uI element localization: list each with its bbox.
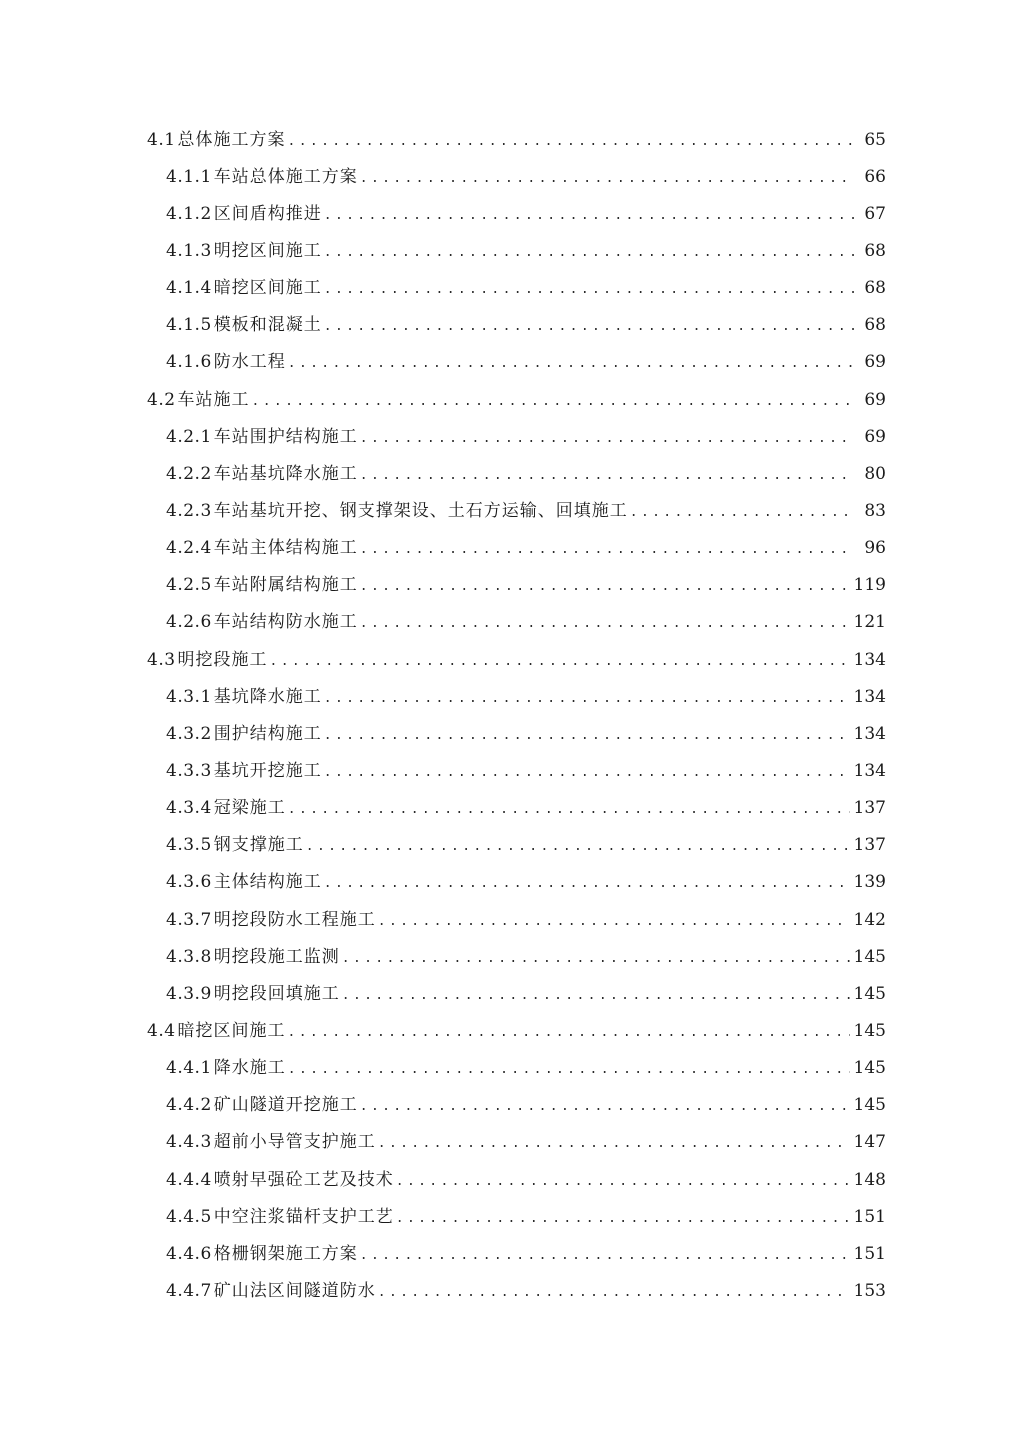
toc-title: 冠梁施工 <box>213 798 286 819</box>
toc-page-number: 137 <box>853 798 886 819</box>
toc-title: 中空注浆锚杆支护工艺 <box>213 1206 394 1227</box>
toc-entry[interactable] <box>0 641 1012 678</box>
toc-number: 4.2 <box>147 389 176 410</box>
toc-title: 矿山法区间隧道防水 <box>213 1280 376 1301</box>
toc-page-number: 134 <box>853 686 886 707</box>
toc-page-number: 145 <box>853 1020 886 1041</box>
toc-dot-leader <box>378 1134 850 1154</box>
toc-dot-leader <box>288 354 854 374</box>
toc-number: 4.3.7 <box>166 909 212 930</box>
toc-page-number: 69 <box>864 389 886 410</box>
toc-page-number: 148 <box>853 1169 886 1190</box>
toc-title: 格栅钢架施工方案 <box>213 1243 358 1264</box>
toc-number: 4.3.9 <box>166 983 212 1004</box>
toc-number: 4.1.6 <box>166 352 212 373</box>
toc-page-number: 80 <box>864 463 886 484</box>
toc-dot-leader <box>324 763 850 783</box>
toc-page-number: 134 <box>853 760 886 781</box>
toc-number: 4.3.1 <box>166 686 212 707</box>
toc-number: 4.3.5 <box>166 835 212 856</box>
toc-number: 4.2.2 <box>166 463 212 484</box>
toc-number: 4.2.5 <box>166 575 212 596</box>
toc-number: 4.3.2 <box>166 723 212 744</box>
toc-entry[interactable] <box>0 158 1012 195</box>
toc-dot-leader <box>288 132 854 152</box>
toc-dot-leader <box>324 726 850 746</box>
toc-title: 明挖段施工 <box>177 649 268 670</box>
toc-entry[interactable] <box>0 901 1012 938</box>
toc-entry[interactable] <box>0 195 1012 232</box>
toc-dot-leader <box>324 874 850 894</box>
toc-page-number: 65 <box>864 129 886 150</box>
toc-dot-leader <box>360 1097 850 1117</box>
toc-page-number: 68 <box>864 315 886 336</box>
toc-title: 车站施工 <box>177 389 250 410</box>
toc-title: 降水施工 <box>213 1058 286 1079</box>
toc-entry[interactable] <box>0 1235 1012 1272</box>
toc-number: 4.1.5 <box>166 315 212 336</box>
toc-page-number: 68 <box>864 240 886 261</box>
toc-title: 暗挖区间施工 <box>213 278 322 299</box>
toc-entry[interactable] <box>0 1087 1012 1124</box>
toc-page-number: 139 <box>853 872 886 893</box>
toc-page-number: 119 <box>853 575 886 596</box>
toc-dot-leader <box>324 280 854 300</box>
toc-dot-leader <box>360 577 850 597</box>
toc-page-number: 67 <box>864 203 886 224</box>
toc-number: 4.4.4 <box>166 1169 212 1190</box>
toc-page-number: 142 <box>853 909 886 930</box>
toc-number: 4.4.5 <box>166 1206 212 1227</box>
toc-page-number: 145 <box>853 946 886 967</box>
toc-title: 模板和混凝土 <box>213 315 322 336</box>
toc-entry[interactable] <box>0 567 1012 604</box>
toc-entry[interactable] <box>0 1012 1012 1049</box>
toc-dot-leader <box>288 1023 850 1043</box>
toc-number: 4.3.3 <box>166 760 212 781</box>
toc-page-number: 145 <box>853 1095 886 1116</box>
toc-entry[interactable] <box>0 121 1012 158</box>
toc-entry[interactable] <box>0 827 1012 864</box>
toc-entry[interactable] <box>0 975 1012 1012</box>
toc-dot-leader <box>270 652 850 672</box>
toc-page-number: 147 <box>853 1132 886 1153</box>
toc-page-number: 134 <box>853 649 886 670</box>
table-of-contents <box>0 121 1012 1310</box>
toc-dot-leader <box>360 429 854 449</box>
toc-number: 4.2.1 <box>166 426 212 447</box>
toc-number: 4.1 <box>147 129 176 150</box>
toc-page-number: 145 <box>853 983 886 1004</box>
toc-entry[interactable] <box>0 790 1012 827</box>
toc-title: 车站基坑降水施工 <box>213 463 358 484</box>
toc-number: 4.2.6 <box>166 612 212 633</box>
toc-number: 4.2.4 <box>166 538 212 559</box>
toc-number: 4.1.2 <box>166 203 212 224</box>
toc-dot-leader <box>324 689 850 709</box>
toc-title: 区间盾构推进 <box>213 203 322 224</box>
toc-title: 车站附属结构施工 <box>213 575 358 596</box>
toc-entry[interactable] <box>0 864 1012 901</box>
toc-number: 4.1.3 <box>166 240 212 261</box>
toc-dot-leader <box>324 243 854 263</box>
toc-number: 4.4.1 <box>166 1058 212 1079</box>
toc-page-number: 137 <box>853 835 886 856</box>
toc-page-number: 134 <box>853 723 886 744</box>
toc-title: 车站基坑开挖、钢支撑架设、土石方运输、回填施工 <box>213 500 628 521</box>
toc-dot-leader <box>378 1283 850 1303</box>
toc-entry[interactable] <box>0 715 1012 752</box>
toc-entry[interactable] <box>0 604 1012 641</box>
toc-dot-leader <box>630 503 854 523</box>
toc-entry[interactable] <box>0 1124 1012 1161</box>
toc-page-number: 121 <box>853 612 886 633</box>
toc-dot-leader <box>288 800 850 820</box>
toc-entry[interactable] <box>0 752 1012 789</box>
toc-title: 总体施工方案 <box>177 129 286 150</box>
toc-number: 4.1.4 <box>166 278 212 299</box>
toc-page-number: 151 <box>853 1206 886 1227</box>
toc-title: 明挖段防水工程施工 <box>213 909 376 930</box>
toc-page-number: 145 <box>853 1058 886 1079</box>
toc-number: 4.1.1 <box>166 166 212 187</box>
toc-title: 主体结构施工 <box>213 872 322 893</box>
toc-entry[interactable] <box>0 678 1012 715</box>
toc-title: 防水工程 <box>213 352 286 373</box>
toc-number: 4.3.8 <box>166 946 212 967</box>
toc-dot-leader <box>288 1060 850 1080</box>
toc-title: 明挖段回填施工 <box>213 983 340 1004</box>
toc-title: 车站围护结构施工 <box>213 426 358 447</box>
toc-dot-leader <box>342 949 850 969</box>
toc-entry[interactable] <box>0 455 1012 492</box>
toc-title: 基坑降水施工 <box>213 686 322 707</box>
toc-entry[interactable] <box>0 530 1012 567</box>
toc-entry[interactable] <box>0 1050 1012 1087</box>
toc-entry[interactable] <box>0 381 1012 418</box>
toc-dot-leader <box>396 1172 850 1192</box>
toc-title: 明挖段施工监测 <box>213 946 340 967</box>
toc-dot-leader <box>360 1246 850 1266</box>
toc-dot-leader <box>342 986 850 1006</box>
toc-title: 车站结构防水施工 <box>213 612 358 633</box>
toc-entry[interactable] <box>0 307 1012 344</box>
toc-dot-leader <box>252 392 854 412</box>
toc-title: 围护结构施工 <box>213 723 322 744</box>
toc-title: 明挖区间施工 <box>213 240 322 261</box>
toc-title: 钢支撑施工 <box>213 835 304 856</box>
toc-dot-leader <box>360 614 850 634</box>
toc-number: 4.4.7 <box>166 1280 212 1301</box>
toc-dot-leader <box>324 317 854 337</box>
toc-number: 4.3 <box>147 649 176 670</box>
toc-dot-leader <box>360 169 854 189</box>
toc-page-number: 83 <box>864 500 886 521</box>
toc-page-number: 96 <box>864 538 886 559</box>
toc-entry[interactable] <box>0 232 1012 269</box>
toc-dot-leader <box>378 912 850 932</box>
toc-dot-leader <box>396 1209 850 1229</box>
toc-dot-leader <box>360 466 854 486</box>
toc-number: 4.4 <box>147 1020 176 1041</box>
toc-title: 车站总体施工方案 <box>213 166 358 187</box>
toc-dot-leader <box>306 837 850 857</box>
toc-entry[interactable] <box>0 492 1012 529</box>
toc-entry[interactable] <box>0 270 1012 307</box>
toc-number: 4.3.6 <box>166 872 212 893</box>
toc-title: 超前小导管支护施工 <box>213 1132 376 1153</box>
toc-page-number: 69 <box>864 352 886 373</box>
toc-title: 暗挖区间施工 <box>177 1020 286 1041</box>
toc-entry[interactable] <box>0 1198 1012 1235</box>
toc-number: 4.2.3 <box>166 500 212 521</box>
toc-title: 车站主体结构施工 <box>213 538 358 559</box>
toc-dot-leader <box>360 540 854 560</box>
toc-page-number: 153 <box>853 1280 886 1301</box>
toc-entry[interactable] <box>0 1272 1012 1309</box>
toc-entry[interactable] <box>0 418 1012 455</box>
toc-number: 4.4.3 <box>166 1132 212 1153</box>
toc-title: 基坑开挖施工 <box>213 760 322 781</box>
toc-title: 喷射早强砼工艺及技术 <box>213 1169 394 1190</box>
toc-entry[interactable] <box>0 1161 1012 1198</box>
toc-entry[interactable] <box>0 344 1012 381</box>
toc-page-number: 68 <box>864 278 886 299</box>
toc-number: 4.4.6 <box>166 1243 212 1264</box>
toc-number: 4.3.4 <box>166 798 212 819</box>
toc-entry[interactable] <box>0 938 1012 975</box>
toc-dot-leader <box>324 206 854 226</box>
toc-title: 矿山隧道开挖施工 <box>213 1095 358 1116</box>
toc-page-number: 66 <box>864 166 886 187</box>
toc-page-number: 151 <box>853 1243 886 1264</box>
toc-page-number: 69 <box>864 426 886 447</box>
toc-number: 4.4.2 <box>166 1095 212 1116</box>
